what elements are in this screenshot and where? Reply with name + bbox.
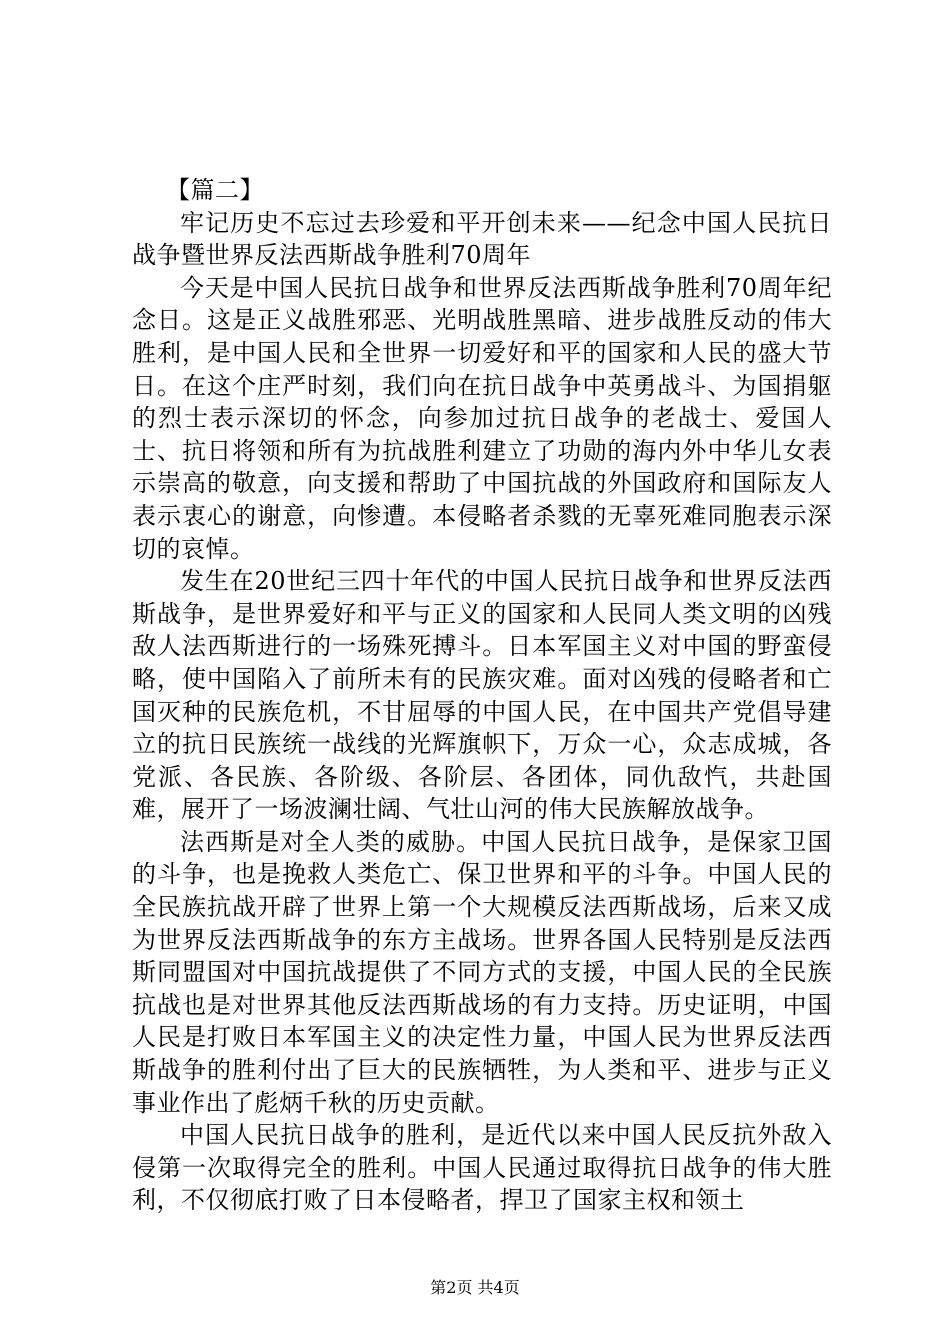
page-number: 第2页 共4页 [430,1278,520,1297]
section-label: 【篇二】 [166,176,264,204]
body-paragraph: 中国人民抗日战争的胜利，是近代以来中国人民反抗外敌入侵第一次取得完全的胜利。中国人民通过取得抗日战争的伟大胜利，不仅彻底打败了日本侵略者，捍卫了国家主权和领土 [132,1121,832,1215]
document-title: 牢记历史不忘过去珍爱和平开创未来——纪念中国人民抗日战争暨世界反法西斯战争胜利70周年 [132,208,832,270]
body-paragraph: 发生在20世纪三四十年代的中国人民抗日战争和世界反法西斯战争，是世界爱好和平与正义的国家和人民同人类文明的凶残敌人法西斯进行的一场殊死搏斗。日本军国主义对中国的野蛮侵略，使中国陷入了前所未有的民族灾难。面对凶残的侵略者和亡国灭种的民族危机，不甘屈辱的中国人民，在中国共产党倡导建立的抗日民族统一战线的光辉旗帜下，万众一心，众志成城，各党派、各民族、各阶级、各阶层、各团体，同仇敌忾，共赴国难，展开了一场波澜壮阔、气壮山河的伟大民族解放战争。 [132,567,832,824]
body-paragraph: 法西斯是对全人类的威胁。中国人民抗日战争，是保家卫国的斗争，也是挽救人类危亡、保卫世界和平的斗争。中国人民的全民族抗战开辟了世界上第一个大规模反法西斯战场，后来又成为世界反法西斯战争的东方主战场。世界各国人民特别是反法西斯同盟国对中国抗战提供了不同方式的支援，中国人民的全民族抗战也是对世界其他反法西斯战场的有力支持。历史证明，中国人民是打败日本军国主义的决定性力量，中国人民为世界反法西斯战争的胜利付出了巨大的民族牺牲，为人类和平、进步与正义事业作出了彪炳千秋的历史贡献。 [132,827,832,1117]
document-body [132,174,832,1217]
body-paragraph: 今天是中国人民抗日战争和世界反法西斯战争胜利70周年纪念日。这是正义战胜邪恶、光明战胜黑暗、进步战胜反动的伟大胜利，是中国人民和全世界一切爱好和平的国家和人民的盛大节日。在这个庄严时刻，我们向在抗日战争中英勇战斗、为国捐躯的烈士表示深切的怀念，向参加过抗日战争的老战士、爱国人士、抗日将领和所有为抗战胜利建立了功勋的海内外中华儿女表示崇高的敬意，向支援和帮助了中国抗战的外国政府和国际友人表示衷心的谢意，向惨遭。本侵略者杀戮的无辜死难同胞表示深切的哀悼。 [132,273,832,563]
page-footer [0,1278,950,1298]
